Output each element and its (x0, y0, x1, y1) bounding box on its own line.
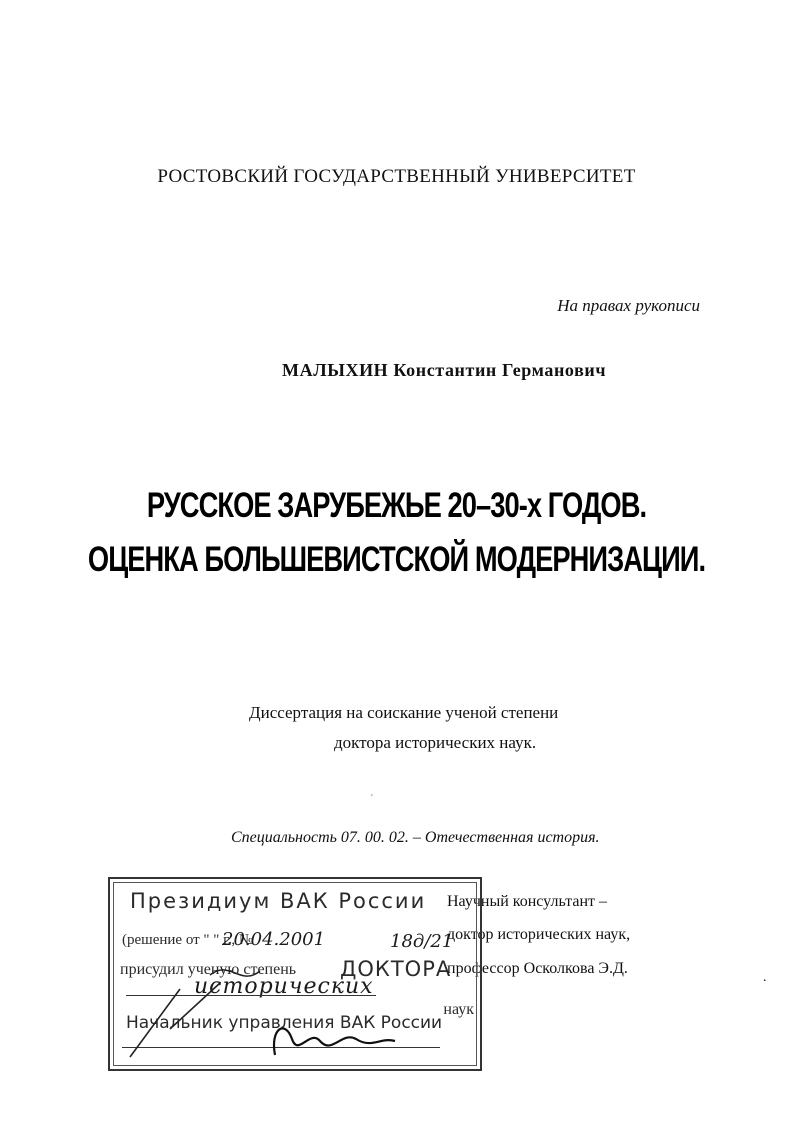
stamp-head: Начальник управления ВАК России (126, 1013, 443, 1033)
stamp-handwritten-date: 20.04.2001 (222, 929, 326, 950)
thesis-line-2: доктора исторических наук. (334, 733, 537, 752)
consultant-line-1: Научный консультант – (447, 893, 607, 910)
stamp-handwritten-number: 18д/21 (390, 931, 454, 952)
title-line-1: РУССКОЕ ЗАРУБЕЖЬЕ 20–30-х ГОДОВ. (146, 486, 647, 525)
thesis-line-1: Диссертация на соискание ученой степени (249, 703, 559, 722)
specialty-line: Специальность 07. 00. 02. – Отечественная история. (231, 829, 600, 846)
stray-dot: . (763, 970, 767, 985)
stamp-awarded: присудил ученую степень (120, 961, 297, 978)
scan-speck: ' (371, 793, 373, 804)
university-name: РОСТОВСКИЙ ГОСУДАРСТВЕННЫЙ УНИВЕРСИТЕТ (157, 166, 636, 187)
stamp-degree: ДОКТОРА (340, 957, 452, 981)
author-name: МАЛЫХИН Константин Германович (282, 360, 607, 380)
stamp-handwritten-field: исторических (194, 974, 374, 999)
consultant-line-2: доктор исторических наук, (447, 926, 631, 943)
manuscript-note: На правах рукописи (557, 296, 700, 315)
stamp-decision: (решение от " " г., № (122, 932, 254, 948)
signature-scribble (110, 879, 480, 1069)
title-line-2: ОЦЕНКА БОЛЬШЕВИСТСКОЙ МОДЕРНИЗАЦИИ. (87, 540, 706, 579)
stamp-title: Президиум ВАК России (130, 889, 427, 913)
vak-stamp (108, 877, 482, 1071)
stamp-sciences: наук (443, 1001, 474, 1018)
consultant-line-3: профессор Осколкова Э.Д. (447, 960, 628, 977)
